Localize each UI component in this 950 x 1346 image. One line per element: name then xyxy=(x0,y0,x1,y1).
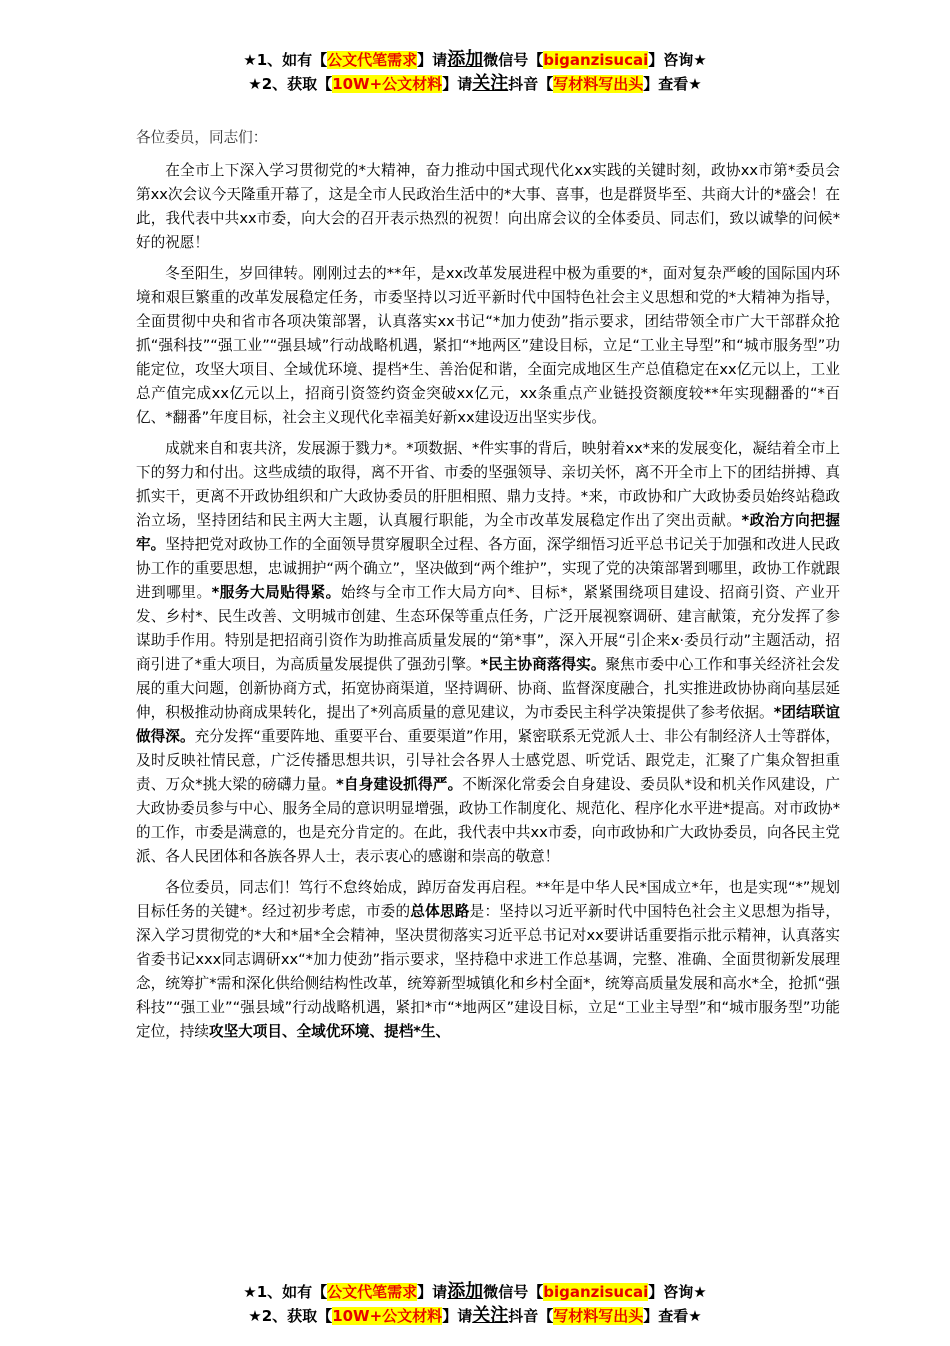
document-body xyxy=(136,126,840,1051)
paragraph-2: 冬至阳生，岁回律转。刚刚过去的**年，是xx改革发展进程中极为重要的*，面对复杂严峻的国际国内环境和艰巨繁重的改革发展稳定任务，市委坚持以习近平新时代中国特色社会主义思想和党的*大精神为指导，全面贯彻中央和省市各项决策部署，认真落实xx书记“*加力使劲”指示要求，团结带领全市广大干部群众抢抓“强科技”“强工业”“强县域”行动战略机遇，紧扣“*地两区”建设目标，立足“工业主导型”和“城市服务型”功能定位，攻坚大项目、全域优环境、提档*生、善治促和谐，全面完成地区生产总值稳定在xx亿元以上，工业总产值完成xx亿元以上，招商引资签约资金突破xx亿元，xx条重点产业链投资额度较**年实现翻番的“*百亿、*翻番”年度目标，社会主义现代化幸福美好新xx建设迈出坚实步伐。 xyxy=(136,265,840,426)
bold-heading: 攻坚大项目、全域优环境、提档*生、 xyxy=(208,1023,451,1040)
banner-text: 】请 xyxy=(442,1307,473,1325)
banner-emphasis: 关注 xyxy=(472,1305,509,1326)
paragraph-4 xyxy=(136,876,840,1044)
banner-emphasis: 添加 xyxy=(447,49,484,70)
bottom-banner-line-1 xyxy=(0,1280,950,1304)
bold-heading: *民主协商落得实。 xyxy=(480,656,606,673)
banner-text: ★2、获取【 xyxy=(248,1307,333,1325)
banner-highlight: biganzisucai xyxy=(543,1283,649,1301)
banner-text: 抖音【 xyxy=(508,75,554,93)
banner-highlight: 写材料写出头 xyxy=(553,75,644,93)
banner-text: 】查看★ xyxy=(643,75,702,93)
banner-text: 】请 xyxy=(442,75,473,93)
bold-heading: 总体思路 xyxy=(410,903,470,920)
paragraph-text: 充分发挥“重要阵地、重要平台、重要渠道”作用，紧密联系无党派人士、非公有制经济人士等群体，及时反映社情民意，广泛传播思想共识，引导社会各界人士感党恩、听党话、跟党走，汇聚了广集众智担重责、万众*挑大梁的磅礴力量。 xyxy=(136,728,840,793)
banner-text: 】请 xyxy=(417,1283,448,1301)
banner-text: 】咨询★ xyxy=(648,1283,707,1301)
banner-text: 】咨询★ xyxy=(648,51,707,69)
bold-heading: *服务大局贴得紧。 xyxy=(211,584,341,601)
paragraph-text: 是：坚持以习近平新时代中国特色社会主义思想为指导，深入学习贯彻党的*大和*届*全会精神，坚决贯彻落实习近平总书记对xx要讲话重要指示批示精神，认真落实省委书记xxx同志调研xx“*加力使劲”指示要求，坚持稳中求进工作总基调，完整、准确、全面贯彻新发展理念，统筹扩*需和深化供给侧结构性改革，统筹新型城镇化和乡村全面*，统筹高质量发展和高水*全，抢抓“强科技”“强工业”“强县域”行动战略机遇，紧扣*市“*地两区”建设目标，立足“工业主导型”和“城市服务型”功能定位，持续 xyxy=(136,903,840,1040)
top-banner xyxy=(0,48,950,96)
bottom-banner-line-2 xyxy=(0,1304,950,1328)
bold-heading: *团结联谊做得深。 xyxy=(136,704,840,745)
paragraph-3 xyxy=(136,437,840,869)
bottom-banner xyxy=(0,1280,950,1328)
banner-text: ★1、如有【 xyxy=(243,1283,328,1301)
banner-text: 】查看★ xyxy=(643,1307,702,1325)
paragraph-text: 成就来自和衷共济，发展源于戮力*。*项数据、*件实事的背后，映射着xx*来的发展变化，凝结着全市上下的努力和付出。这些成绩的取得，离不开省、市委的坚强领导、亲切关怀，离不开全市上下的团结拼搏、真抓实干，更离不开政协组织和广大政协委员的肝胆相照、鼎力支持。*来，市政协和广大政协委员始终站稳政治立场，坚持团结和民主两大主题，认真履行职能，为全市改革发展稳定作出了突出贡献。 xyxy=(136,440,840,529)
paragraph-text: 不断深化常委会自身建设、委员队*设和机关作风建设，广大政协委员参与中心、服务全局的意识明显增强，政协工作制度化、规范化、程序化水平进*提高。对市政协*的工作，市委是满意的，也是充分肯定的。在此，我代表中共xx市委，向市政协和广大政协委员，向各民主党派、各人民团体和各族各界人士，表示衷心的感谢和崇高的敬意！ xyxy=(136,776,840,865)
banner-text: 抖音【 xyxy=(508,1307,554,1325)
banner-highlight: 公文代笔需求 xyxy=(327,51,418,69)
greeting: 各位委员，同志们： xyxy=(136,129,268,146)
banner-text: 微信号【 xyxy=(483,1283,544,1301)
banner-highlight: 写材料写出头 xyxy=(553,1307,644,1325)
top-banner-line-2 xyxy=(0,72,950,96)
banner-highlight: 10W+公文材料 xyxy=(332,75,443,93)
bold-heading: *政治方向把握牢。 xyxy=(136,512,840,553)
banner-text: ★2、获取【 xyxy=(248,75,333,93)
bold-heading: *自身建设抓得严。 xyxy=(336,776,463,793)
paragraph-text: 各位委员，同志们！笃行不怠终始成，踔厉奋发再启程。**年是中华人民*国成立*年，也是实现“*”规划目标任务的关键*。经过初步考虑，市委的 xyxy=(136,879,840,920)
paragraph-text: 坚持把党对政协工作的全面领导贯穿履职全过程、各方面，深学细悟习近平总书记关于加强和改进人民政协工作的重要思想，忠诚拥护“两个确立”，坚决做到“两个维护”，实现了党的决策部署到哪里，政协工作就跟进到哪里。 xyxy=(136,536,840,601)
top-banner-line-1 xyxy=(0,48,950,72)
banner-text: 微信号【 xyxy=(483,51,544,69)
banner-text: ★1、如有【 xyxy=(243,51,328,69)
banner-highlight: 10W+公文材料 xyxy=(332,1307,443,1325)
paragraph-text: 始终与全市工作大局方向*、目标*，紧紧围绕项目建设、招商引资、产业开发、乡村*、民生改善、文明城市创建、生态环保等重点任务，广泛开展视察调研、建言献策，充分发挥了参谋助手作用。特别是把招商引资作为助推高质量发展的“第*事”，深入开展“引企来x·委员行动”主题活动，招商引进了*重大项目，为高质量发展提供了强劲引擎。 xyxy=(136,584,840,673)
banner-highlight: 公文代笔需求 xyxy=(327,1283,418,1301)
banner-emphasis: 添加 xyxy=(447,1281,484,1302)
banner-highlight: biganzisucai xyxy=(543,51,649,69)
paragraph-1: 在全市上下深入学习贯彻党的*大精神，奋力推动中国式现代化xx实践的关键时刻，政协xx市第*委员会第xx次会议今天隆重开幕了，这是全市人民政治生活中的*大事、喜事，也是群贤毕至、共商大计的*盛会！在此，我代表中共xx市委，向大会的召开表示热烈的祝贺！向出席会议的全体委员、同志们，致以诚挚的问候*好的祝愿！ xyxy=(136,162,840,251)
banner-emphasis: 关注 xyxy=(472,73,509,94)
paragraph-text: 聚焦市委中心工作和事关经济社会发展的重大问题，创新协商方式，拓宽协商渠道，坚持调研、协商、监督深度融合，扎实推进政协协商向基层延伸，积极推动协商成果转化，提出了*列高质量的意见建议，为市委民主科学决策提供了参考依据。 xyxy=(136,656,840,721)
banner-text: 】请 xyxy=(417,51,448,69)
